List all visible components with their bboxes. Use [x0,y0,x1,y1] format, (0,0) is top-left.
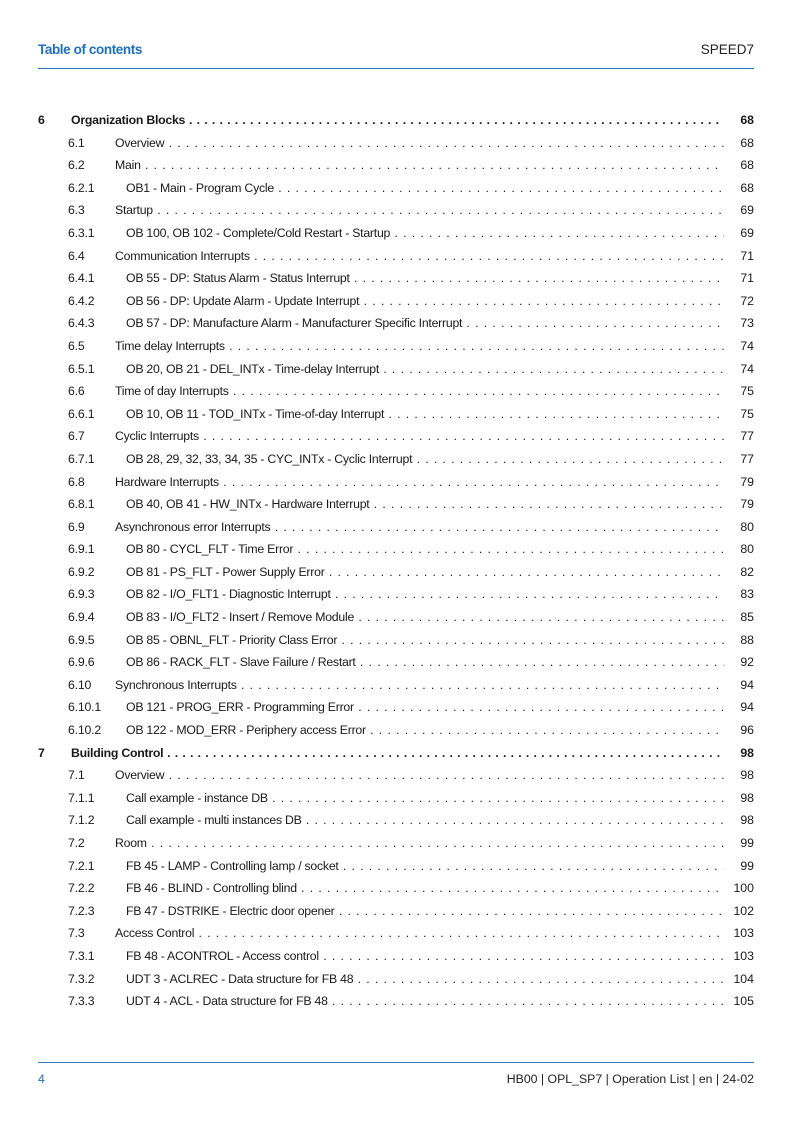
toc-entry-page: 74 [740,338,754,353]
toc-entry[interactable] [38,177,754,200]
toc-entry-page: 74 [740,361,754,376]
toc-entry-title-wrap [115,674,724,697]
toc-entry[interactable] [38,358,754,381]
toc-entry-title-wrap [126,561,724,584]
toc-entry-page: 68 [740,135,754,150]
toc-entry-page: 79 [740,474,754,489]
toc-entry[interactable] [38,877,754,900]
toc-entry-page: 80 [740,519,754,534]
toc-entry[interactable] [38,606,754,629]
toc-entry-title-wrap [126,606,724,629]
document-id: HB00 | OPL_SP7 | Operation List | en | 24-02 [506,1072,754,1086]
toc-entry[interactable] [38,855,754,878]
toc-entry-number: 6.9.5 [68,632,95,647]
toc-entry-title-wrap [115,199,724,222]
toc-entry[interactable] [38,787,754,810]
toc-entry-page: 69 [740,225,754,240]
toc-entry-number: 6.2 [68,158,85,173]
toc-entry-page: 103 [733,926,754,941]
toc-entry-title: Call example - multi instances DB . . . [126,813,724,827]
toc-entry-number: 6.9.2 [68,564,95,579]
toc-entry-number: 6.4.3 [68,316,95,331]
toc-entry-title: Call example - instance DB . . . [126,791,724,805]
toc-entry-page: 85 [740,610,754,625]
toc-entry[interactable] [38,945,754,968]
toc-entry-title-wrap [126,493,724,516]
toc-entry-title: OB 81 - PS_FLT - Power Supply Error . . . [126,565,724,579]
toc-entry-title-wrap [126,403,724,426]
toc-entry-title: OB 82 - I/O_FLT1 - Diagnostic Interrupt . . . [126,587,724,601]
toc-entry-number: 6.8.1 [68,497,95,512]
toc-entry-title: FB 45 - LAMP - Controlling lamp / socket . . . [126,859,724,873]
toc-entry[interactable] [38,290,754,313]
toc-entry-page: 79 [740,497,754,512]
toc-entry[interactable] [38,651,754,674]
toc-entry-number: 6.4.2 [68,293,95,308]
toc-entry-number: 6.9.3 [68,587,95,602]
toc-entry-page: 75 [740,384,754,399]
toc-entry-title-wrap [115,132,724,155]
toc-chapter-entry[interactable] [38,109,754,132]
toc-entry-title-wrap [126,290,724,313]
toc-entry-number: 6 [38,113,45,127]
toc-entry[interactable] [38,900,754,923]
toc-entry-title-wrap [126,696,724,719]
toc-entry-number: 6.8 [68,474,85,489]
toc-entry-number: 6.3 [68,203,85,218]
toc-entry-number: 6.3.1 [68,225,95,240]
toc-entry-title-wrap [115,154,724,177]
toc-entry[interactable] [38,516,754,539]
toc-entry-title: Hardware Interrupts . . . [115,475,724,489]
toc-entry-title-wrap [126,855,724,878]
toc-entry-title: Synchronous Interrupts . . . [115,678,724,692]
toc-entry-title: OB 20, OB 21 - DEL_INTx - Time-delay Interrupt . . . [126,362,724,376]
toc-entry-number: 7.2.2 [68,881,95,896]
toc-entry-number: 6.6 [68,384,85,399]
page-number: 4 [38,1072,45,1086]
toc-entry-title: Time delay Interrupts . . . [115,339,724,353]
toc-entry-page: 68 [740,180,754,195]
toc-entry-title: UDT 4 - ACL - Data structure for FB 48 . . . [126,994,724,1008]
toc-entry-title-wrap [126,877,724,900]
toc-entry-title-wrap [126,177,724,200]
product-name: SPEED7 [700,42,754,57]
toc-entry-number: 6.9 [68,519,85,534]
toc-entry-title-wrap [126,900,724,923]
toc-entry-number: 7.1.2 [68,813,95,828]
toc-entry-title-wrap [115,832,724,855]
toc-entry[interactable] [38,312,754,335]
toc-entry-title-wrap [126,809,724,832]
toc-entry-page: 94 [740,700,754,715]
toc-entry-title-wrap [115,425,724,448]
toc-entry-page: 68 [740,113,754,127]
toc-entry-page: 72 [740,293,754,308]
toc-entry-title-wrap [115,380,724,403]
toc-entry-title-wrap [126,629,724,652]
toc-entry[interactable] [38,629,754,652]
toc-entry-title: OB 122 - MOD_ERR - Periphery access Error . . . [126,723,724,737]
toc-entry[interactable] [38,809,754,832]
toc-entry-title: OB 100, OB 102 - Complete/Cold Restart - Startup . . . [126,226,724,240]
toc-entry-title-wrap [126,583,724,606]
toc-entry[interactable] [38,245,754,268]
toc-entry-title: OB 86 - RACK_FLT - Slave Failure / Restart . . . [126,655,724,669]
toc-entry-title-wrap [115,516,724,539]
toc-entry-title: UDT 3 - ACLREC - Data structure for FB 48 . . . [126,972,724,986]
toc-entry-title: OB 56 - DP: Update Alarm - Update Interrupt . . . [126,294,724,308]
toc-entry-title: OB 57 - DP: Manufacture Alarm - Manufacturer Specific Interrupt . . . [126,316,724,330]
page-header [38,42,754,69]
toc-entry-title: OB1 - Main - Program Cycle . . . [126,181,724,195]
toc-entry-title: Time of day Interrupts . . . [115,384,724,398]
toc-entry-title: Building Control . . . [71,746,724,760]
toc-entry[interactable] [38,990,754,1013]
table-of-contents [38,109,754,1013]
toc-entry-page: 104 [733,971,754,986]
toc-entry[interactable] [38,471,754,494]
toc-entry-title-wrap [115,245,724,268]
toc-entry-title-wrap [126,787,724,810]
toc-entry[interactable] [38,448,754,471]
toc-entry-title-wrap [126,990,724,1013]
toc-entry-title-wrap [126,312,724,335]
toc-entry-number: 6.6.1 [68,406,95,421]
toc-entry-title: Overview . . . [115,136,724,150]
toc-chapter-entry[interactable] [38,742,754,765]
toc-entry-title: FB 48 - ACONTROL - Access control . . . [126,949,724,963]
toc-entry-page: 103 [733,948,754,963]
toc-entry-number: 7.1.1 [68,790,95,805]
toc-entry-number: 6.5 [68,338,85,353]
toc-entry[interactable] [38,968,754,991]
toc-entry-number: 6.4 [68,248,85,263]
toc-entry-title: Overview . . . [115,768,724,782]
toc-entry-page: 96 [740,723,754,738]
toc-entry-number: 6.5.1 [68,361,95,376]
toc-entry-number: 6.9.6 [68,655,95,670]
toc-entry-title-wrap [115,764,724,787]
page-footer [38,1062,754,1093]
toc-entry-title: OB 85 - OBNL_FLT - Priority Class Error . . . [126,633,724,647]
toc-entry-page: 75 [740,406,754,421]
toc-entry-number: 6.9.4 [68,610,95,625]
toc-entry-number: 7.3 [68,926,85,941]
toc-entry-number: 6.7 [68,429,85,444]
toc-entry-title: FB 47 - DSTRIKE - Electric door opener . . . [126,904,724,918]
toc-entry-title: Asynchronous error Interrupts . . . [115,520,724,534]
toc-entry-title-wrap [115,471,724,494]
toc-entry-page: 102 [733,903,754,918]
toc-entry[interactable] [38,425,754,448]
toc-entry[interactable] [38,538,754,561]
toc-entry-title-wrap [115,335,724,358]
toc-entry-page: 99 [740,858,754,873]
toc-entry-title: Access Control . . . [115,926,724,940]
toc-entry[interactable] [38,132,754,155]
toc-entry-title: Communication Interrupts . . . [115,249,724,263]
toc-entry-page: 98 [740,745,754,760]
toc-entry-title-wrap [126,267,724,290]
toc-entry[interactable] [38,222,754,245]
toc-entry-title: OB 55 - DP: Status Alarm - Status Interrupt . . . [126,271,724,285]
toc-entry-page: 99 [740,836,754,850]
toc-entry-number: 7.2 [68,836,85,850]
toc-entry-title-wrap [126,719,724,742]
toc-entry[interactable] [38,403,754,426]
toc-entry[interactable] [38,267,754,290]
toc-entry[interactable] [38,561,754,584]
toc-entry-number: 6.10 [68,677,92,692]
toc-entry-title-wrap [126,968,724,991]
toc-entry-title-wrap [126,222,724,245]
toc-entry[interactable] [38,696,754,719]
toc-entry-number: 7.3.3 [68,994,95,1009]
toc-entry-page: 71 [740,271,754,286]
toc-entry-page: 92 [740,655,754,670]
toc-entry-page: 71 [740,248,754,263]
toc-entry-title-wrap [126,358,724,381]
toc-entry-title: Room . . . [115,836,724,850]
section-title: Table of contents [38,42,142,57]
toc-entry-title: OB 121 - PROG_ERR - Programming Error . . . [126,700,724,714]
toc-entry-number: 7 [38,745,45,760]
toc-entry-title: OB 28, 29, 32, 33, 34, 35 - CYC_INTx - Cyclic Interrupt . . . [126,452,724,466]
toc-entry-title: OB 10, OB 11 - TOD_INTx - Time-of-day Interrupt . . . [126,407,724,421]
toc-entry[interactable] [38,922,754,945]
toc-entry-title-wrap [126,651,724,674]
toc-entry-page: 94 [740,677,754,692]
toc-entry-title-wrap [126,538,724,561]
toc-entry-number: 6.10.1 [68,700,101,715]
toc-entry-page: 82 [740,564,754,579]
toc-entry[interactable] [38,764,754,787]
toc-entry-title: OB 40, OB 41 - HW_INTx - Hardware Interrupt . . . [126,497,724,511]
toc-entry-title-wrap [115,922,724,945]
toc-entry-number: 6.1 [68,135,85,150]
toc-entry-page: 80 [740,542,754,557]
toc-entry-number: 6.9.1 [68,542,95,557]
toc-entry-title: OB 80 - CYCL_FLT - Time Error . . . [126,542,724,556]
toc-entry-page: 68 [740,158,754,173]
toc-entry-page: 77 [740,429,754,444]
toc-entry-page: 73 [740,316,754,331]
toc-entry-title-wrap [126,448,724,471]
toc-entry-title-wrap [71,742,724,765]
toc-entry[interactable] [38,380,754,403]
toc-entry[interactable] [38,199,754,222]
toc-entry-number: 6.2.1 [68,180,95,195]
toc-entry-title: Cyclic Interrupts . . . [115,429,724,443]
toc-entry-page: 98 [740,813,754,828]
toc-entry-number: 7.2.3 [68,903,95,918]
toc-entry[interactable] [38,493,754,516]
toc-entry-page: 88 [740,632,754,647]
toc-entry[interactable] [38,335,754,358]
toc-entry-title: OB 83 - I/O_FLT2 - Insert / Remove Module . . . [126,610,724,624]
toc-entry-page: 83 [740,587,754,602]
toc-entry-title-wrap [126,945,724,968]
toc-entry-title: FB 46 - BLIND - Controlling blind . . . [126,881,724,895]
toc-entry-title: Main . . . [115,158,724,172]
toc-entry-title: Startup . . . [115,203,724,217]
toc-entry-page: 100 [733,881,754,896]
toc-entry-number: 6.4.1 [68,271,95,286]
toc-entry-page: 69 [740,203,754,218]
toc-entry[interactable] [38,832,754,855]
toc-entry-number: 7.3.2 [68,971,95,986]
toc-entry[interactable] [38,583,754,606]
toc-entry-number: 7.2.1 [68,858,95,873]
toc-entry-title-wrap [71,109,724,132]
toc-entry[interactable] [38,674,754,697]
toc-entry-page: 98 [740,768,754,783]
toc-entry-page: 98 [740,790,754,805]
toc-entry-number: 6.7.1 [68,451,95,466]
toc-entry-number: 7.1 [68,768,85,783]
toc-entry[interactable] [38,719,754,742]
toc-entry-number: 7.3.1 [68,948,95,963]
toc-entry-title: Organization Blocks . . . [71,113,724,127]
toc-entry[interactable] [38,154,754,177]
toc-entry-page: 105 [733,994,754,1009]
toc-entry-page: 77 [740,451,754,466]
toc-entry-number: 6.10.2 [68,723,101,738]
